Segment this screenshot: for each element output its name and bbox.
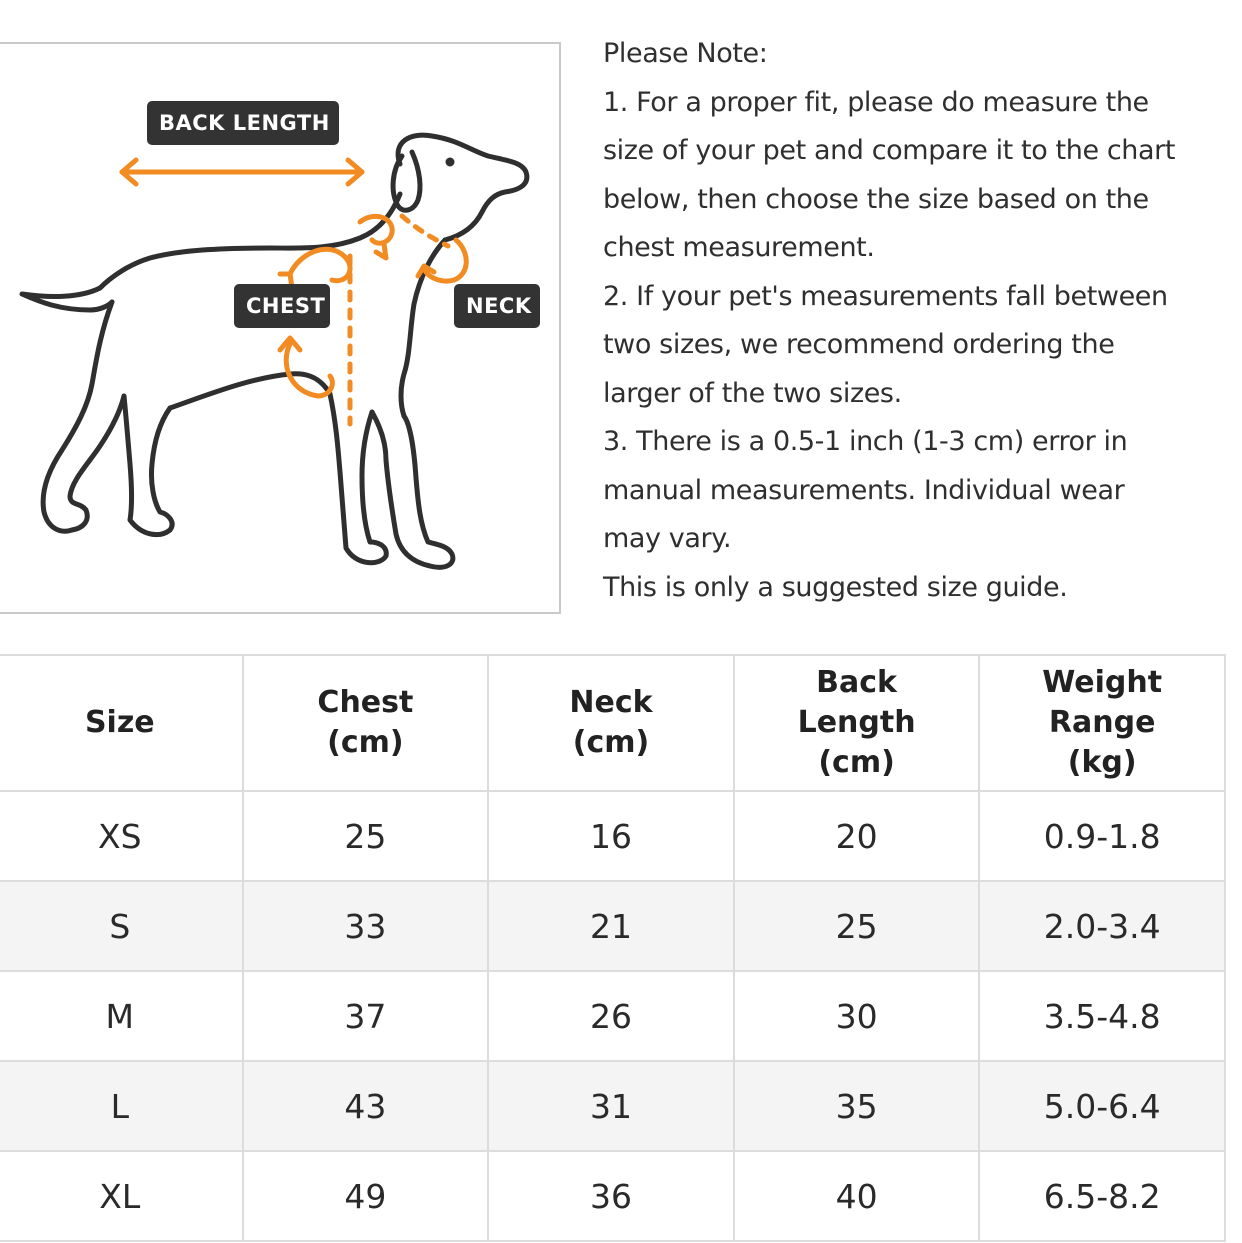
cell-neck: 16 (488, 791, 734, 881)
chest-label: CHEST (234, 284, 330, 328)
table-row (0, 791, 1225, 881)
note-line: chest measurement. (603, 232, 875, 263)
cell-size: XS (0, 791, 243, 881)
header-unit: (cm) (818, 745, 895, 780)
note-line: larger of the two sizes. (603, 377, 902, 409)
note-line: 3. There is a 0.5-1 inch (1-3 cm) error in (603, 426, 1128, 457)
size-note (603, 30, 1233, 612)
header-text: Chest (317, 685, 414, 720)
cell-neck: 36 (488, 1151, 734, 1241)
cell-weight: 3.5-4.8 (979, 971, 1225, 1061)
header-neck (488, 655, 734, 791)
header-weight-range (979, 655, 1225, 791)
cell-size: M (0, 971, 243, 1061)
note-line: 1. For a proper fit, please do measure the (603, 86, 1149, 118)
header-unit: (cm) (327, 725, 404, 760)
note-line: 2. If your pet's measurements fall between (603, 280, 1168, 312)
cell-back-length: 30 (734, 971, 980, 1061)
cell-neck: 31 (488, 1061, 734, 1151)
header-text: Back (816, 665, 897, 700)
cell-chest: 25 (243, 791, 489, 881)
note-line: two sizes, we recommend ordering the (603, 329, 1115, 360)
header-text: Size (84, 705, 155, 740)
cell-weight: 2.0-3.4 (979, 881, 1225, 971)
cell-weight: 6.5-8.2 (979, 1151, 1225, 1241)
cell-back-length: 35 (734, 1061, 980, 1151)
back-length-label: BACK LENGTH (147, 101, 339, 145)
note-line: may vary. (603, 523, 732, 554)
header-size (0, 655, 243, 791)
measurement-diagram (0, 42, 561, 614)
cell-neck: 26 (488, 971, 734, 1061)
cell-size: XL (0, 1151, 243, 1241)
cell-size: S (0, 881, 243, 971)
table-row (0, 881, 1225, 971)
header-text: Range (1048, 705, 1156, 740)
table-header-row (0, 655, 1225, 791)
cell-chest: 37 (243, 971, 489, 1061)
cell-weight: 5.0-6.4 (979, 1061, 1225, 1151)
cell-chest: 43 (243, 1061, 489, 1151)
size-chart-table (0, 654, 1226, 1242)
header-text: Neck (569, 685, 653, 720)
note-title: Please Note: (603, 38, 768, 69)
note-line: size of your pet and compare it to the chart (603, 135, 1176, 166)
neck-label: NECK (454, 284, 540, 328)
cell-chest: 33 (243, 881, 489, 971)
cell-back-length: 20 (734, 791, 980, 881)
table-row (0, 971, 1225, 1061)
cell-back-length: 25 (734, 881, 980, 971)
table-row (0, 1151, 1225, 1241)
cell-weight: 0.9-1.8 (979, 791, 1225, 881)
cell-chest: 49 (243, 1151, 489, 1241)
cell-size: L (0, 1061, 243, 1151)
table-row (0, 1061, 1225, 1151)
header-unit: (cm) (572, 725, 650, 760)
note-line: below, then choose the size based on the (603, 183, 1149, 215)
header-chest (243, 655, 489, 791)
note-line: manual measurements. Individual wear (603, 474, 1125, 506)
header-back-length (734, 655, 980, 791)
note-line: This is only a suggested size guide. (603, 571, 1068, 603)
header-unit: (kg) (1067, 745, 1137, 780)
header-text: Weight (1042, 665, 1163, 700)
cell-neck: 21 (488, 881, 734, 971)
dog-outline (22, 135, 527, 567)
header-text: Length (797, 705, 916, 740)
cell-back-length: 40 (734, 1151, 980, 1241)
